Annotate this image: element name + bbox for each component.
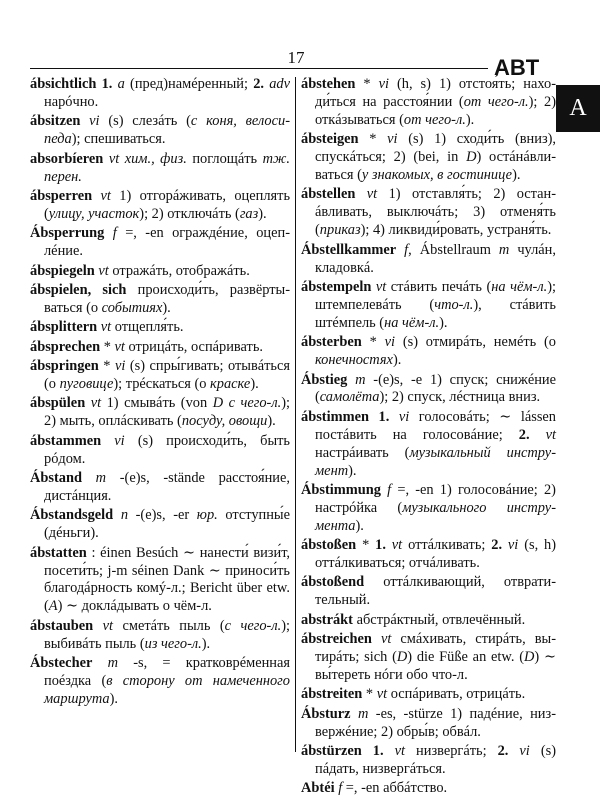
definition-text: настрáивать ( — [315, 444, 410, 461]
definition-text: отражáть, отображáть. — [112, 262, 250, 279]
grammar-note: vi — [519, 743, 541, 760]
grammar-note: тж. перен. — [44, 150, 290, 185]
definition-text: -(e)s, -e 1) спуск; снижéние ( — [315, 371, 557, 406]
definition-text: ); спешиваться. — [71, 131, 166, 148]
dictionary-entry — [30, 618, 290, 654]
dictionary-entry — [301, 537, 556, 573]
definition-text: (s) происходи́ть, быть рóдом. — [44, 432, 290, 467]
definition-text: ) die Füße an etw. ( — [407, 649, 524, 666]
definition-text: * — [365, 686, 377, 703]
grammar-note: vt — [391, 537, 409, 554]
grammar-note: событиях — [101, 299, 163, 316]
dictionary-entry — [30, 339, 290, 357]
headword: ábspiegeln — [30, 262, 95, 279]
grammar-note: из чего-л. — [144, 635, 202, 652]
dictionary-entry — [30, 507, 290, 543]
grammar-note: D — [524, 649, 535, 666]
definition-text: ). — [162, 299, 171, 316]
definition-text: * — [103, 338, 115, 355]
right-column — [301, 76, 556, 800]
dictionary-entry — [301, 631, 556, 685]
sense-number: 2. — [491, 537, 508, 554]
definition-text: ). — [250, 376, 259, 392]
definition-text: оспáривать, отрицáть. — [390, 686, 526, 703]
dictionary-entry — [30, 225, 290, 261]
grammar-note: f — [112, 225, 126, 242]
headword: ábstammen — [30, 432, 102, 449]
headword: ábsplittern — [30, 319, 98, 336]
headword: ábstimmen — [301, 408, 369, 425]
headword: ábspülen — [30, 395, 86, 412]
left-column — [30, 76, 290, 710]
definition-text: смáхивать, стирáть, вытирáть; sich ( — [315, 631, 556, 666]
headword: Ábsturz — [301, 705, 351, 722]
definition-text: 1) отгорáживать, оцеплять ( — [44, 187, 291, 222]
definition-text: (пред)намéренный; — [130, 76, 254, 92]
grammar-note: на чём-л. — [384, 314, 440, 331]
definition-text: , Ábstellraum — [408, 241, 499, 258]
headword: ábspielen, sich — [30, 281, 127, 298]
headword: absorbíeren — [30, 150, 104, 167]
dictionary-entry — [301, 574, 556, 610]
definition-text: ). — [267, 413, 276, 430]
definition-text: (s) слезáть ( — [108, 113, 191, 130]
grammar-note: m — [95, 470, 120, 487]
grammar-note: vt — [102, 617, 123, 634]
definition-text: ); 2) мыть, оплáскивать ( — [44, 395, 290, 430]
grammar-note: n — [120, 507, 136, 524]
grammar-note: vt — [376, 686, 391, 703]
grammar-note: что-л. — [434, 296, 474, 313]
grammar-note: vi — [114, 432, 138, 449]
definition-text: * — [103, 358, 115, 375]
grammar-note: vi — [387, 131, 409, 148]
headword: ábspringen — [30, 358, 99, 375]
grammar-note: vi — [507, 537, 525, 554]
grammar-note: у знакомых, в гостинице — [361, 167, 513, 184]
definition-text: (s) 1) сходи́ть (вниз), спускáться; 2) (bei, in — [315, 131, 557, 166]
dictionary-entry — [30, 545, 290, 617]
definition-text: ) ∼ доклáдывать о чём-л. — [57, 598, 212, 615]
grammar-note: m — [107, 655, 134, 672]
definition-text: ); выбивáть пыль ( — [44, 617, 290, 652]
definition-text: -es, -stürze 1) падéние, низвержéние; 2) обры́в; обвáл. — [315, 705, 556, 740]
grammar-note: m — [498, 241, 518, 258]
definition-text: низвергáть; — [416, 743, 498, 760]
definition-text: (h, s) 1) отстоя́ть; находи́ться на расстоя́нии ( — [315, 76, 556, 110]
dictionary-entry — [301, 186, 556, 240]
page-number: 17 — [287, 48, 305, 67]
definition-text: отщепля́ть. — [114, 319, 184, 336]
dictionary-entry — [30, 358, 290, 394]
grammar-note: a — [117, 76, 131, 92]
dictionary-entry — [301, 612, 556, 630]
definition-text: ) остáнáвливаться ( — [315, 149, 556, 184]
definition-text: =, -en 1) голосовáние; 2) настрóйка ( — [315, 481, 556, 516]
dictionary-entry — [30, 151, 290, 187]
grammar-note: D — [466, 149, 477, 166]
grammar-note: vt — [380, 631, 401, 648]
grammar-note: пуговице — [59, 376, 114, 392]
dictionary-entry — [301, 279, 556, 333]
dictionary-entry — [301, 743, 556, 779]
definition-text: (s, h) оттáлкиваться; отчáливать. — [315, 537, 557, 572]
definition-text: ). — [512, 167, 521, 184]
dictionary-entry — [30, 76, 290, 112]
definition-text: ). — [348, 462, 357, 479]
headword: ábstoßen — [301, 537, 357, 554]
definition-text: * — [369, 334, 385, 351]
running-head: ABT — [494, 55, 540, 80]
dictionary-entry — [30, 282, 290, 318]
grammar-note: m — [357, 705, 376, 722]
grammar-note: f — [387, 481, 398, 498]
definition-text: ); 2) спуск, лéстница вниз. — [379, 389, 541, 406]
headword: Ábsperrung — [30, 225, 105, 242]
headword: abstrákt — [301, 611, 353, 628]
definition-text: =, -en ограждéние, оцеплéние. — [44, 225, 290, 260]
definition-text: нарóчно. — [44, 93, 99, 110]
definition-text: стáвить печáть ( — [390, 278, 492, 295]
grammar-note: самолёта — [319, 389, 380, 406]
headword: Ábstandsgeld — [30, 507, 114, 524]
definition-text: -(e)s, -stände расстоя́ние, дистáнция. — [44, 470, 290, 504]
grammar-note: vt — [114, 338, 129, 355]
grammar-note: в сторону от намеченного маршрута — [44, 673, 290, 707]
grammar-note: газ — [239, 205, 259, 222]
headword: Ábstecher — [30, 655, 93, 672]
definition-text: =, -en аббáтство. — [345, 780, 448, 797]
dictionary-entry — [30, 655, 290, 709]
grammar-note: краске — [210, 376, 251, 392]
definition-text: оттáлкивать; — [408, 537, 492, 554]
definition-text: ); 2) откáзываться ( — [315, 93, 556, 128]
definition-text: ). — [355, 517, 364, 534]
headword: ábsprechen — [30, 338, 101, 355]
grammar-note: D с чего-л. — [212, 395, 282, 412]
grammar-note: от чего-л. — [403, 111, 466, 128]
definition-text: ); 4) ликвиди́ровать, устраня́ть. — [360, 222, 552, 239]
grammar-note: vt — [100, 319, 115, 336]
dictionary-entry — [30, 113, 290, 149]
grammar-note: vt хим., физ. — [108, 150, 193, 167]
definition-text: : éinen Besúch ∼ нанести́ визи́т, посети́ть; j-m séinen Dank ∼ приноси́ть благодáрность комý-л.; Bericht über etw. ( — [44, 544, 291, 615]
definition-text: ). — [439, 314, 448, 331]
dictionary-entry — [301, 706, 556, 742]
definition-text: отступны́е (дéньги). — [44, 507, 290, 542]
definition-text: ). — [258, 205, 267, 222]
dictionary-entry — [30, 433, 290, 469]
grammar-note: vi — [384, 334, 403, 351]
grammar-note: с коня, велосипеда — [44, 113, 290, 148]
grammar-note: на чём-л. — [491, 278, 548, 295]
grammar-note: юр. — [196, 507, 226, 524]
grammar-note: vi — [398, 408, 419, 425]
definition-text: оттáлкивающий, отвратительный. — [315, 574, 556, 609]
headword: ábstellen — [301, 186, 356, 203]
dictionary-entry — [301, 482, 556, 536]
definition-text: 1) отставля́ть; 2) останáвливать, выключáть; 3) отменя́ть ( — [315, 186, 557, 239]
definition-text: ); штемпелевáть ( — [315, 278, 556, 313]
definition-text: ). — [201, 635, 211, 652]
grammar-note: vi — [114, 358, 130, 375]
headword: ábsterben — [301, 334, 362, 351]
sense-number: 2. — [497, 743, 520, 760]
grammar-note: vt — [545, 426, 557, 443]
grammar-note: конечностях — [315, 352, 393, 369]
grammar-note: vi — [89, 113, 109, 130]
header-rule — [30, 68, 488, 69]
definition-text: * — [362, 537, 376, 554]
sense-number: 1. — [372, 743, 395, 760]
column-divider — [295, 77, 296, 752]
grammar-note: от чего-л. — [463, 93, 529, 110]
grammar-note: музыкальный инструмент — [315, 444, 556, 479]
dictionary-entry — [30, 188, 290, 224]
definition-text: * — [369, 131, 388, 148]
headword: ábsteigen — [301, 131, 359, 148]
definition-text: -(e)s, -er — [135, 507, 197, 524]
headword: ábstempeln — [301, 278, 372, 295]
definition-text: * — [363, 76, 379, 92]
grammar-note: f — [338, 780, 346, 797]
dictionary-entry — [30, 395, 290, 431]
dictionary-entry — [301, 780, 556, 798]
headword: ábstoßend — [301, 574, 365, 591]
definition-text: ). — [465, 111, 475, 128]
grammar-note: vt — [98, 262, 113, 279]
headword: ábstatten — [30, 544, 87, 561]
headword: ábstürzen — [301, 743, 362, 760]
headword: Ábstieg — [301, 371, 348, 388]
dictionary-entry — [30, 319, 290, 337]
grammar-note: vt — [394, 743, 417, 760]
definition-text: ); трéскаться (о — [113, 376, 211, 392]
headword: Ábstellkammer — [301, 241, 397, 258]
grammar-note: vt — [366, 186, 389, 203]
definition-text: голосовáть; ∼ lássen постáвить на голосовáние; — [315, 408, 557, 443]
definition-text: чулáн, кладовкá. — [315, 241, 556, 276]
sense-number: 2. — [518, 426, 546, 443]
grammar-note: vt — [375, 278, 391, 295]
headword: ábsitzen — [30, 113, 81, 130]
grammar-note: приказ — [319, 222, 361, 239]
definition-text: поглощáть — [192, 150, 263, 167]
definition-text: сметáть пыль ( — [122, 617, 225, 634]
dictionary-entry — [301, 686, 556, 704]
dictionary-entry — [301, 131, 556, 185]
grammar-note: посуду, овощи — [181, 413, 268, 430]
headword: ábstauben — [30, 617, 94, 634]
definition-text: ); 2) отключáть ( — [139, 205, 240, 222]
definition-text: происходи́ть, развёртываться (о — [44, 281, 290, 316]
definition-text: (s) спры́гивать; отывáться (о — [44, 358, 290, 392]
headword: Ábstand — [30, 470, 82, 487]
grammar-note: музыкального инструмента — [315, 499, 556, 534]
thumb-index-tab: A — [556, 85, 600, 132]
definition-text: ). — [392, 352, 402, 369]
sense-number: 1. — [101, 76, 118, 92]
definition-text: (s) отмирáть, немéть (о — [402, 334, 556, 351]
grammar-note: с чего-л. — [224, 617, 282, 634]
grammar-note: улицу, участок — [48, 205, 140, 222]
definition-text: абстрáктный, отвлечённый. — [356, 611, 526, 628]
grammar-note: vt — [100, 187, 120, 204]
definition-text: ) ∼ вы́тереть нóги обо что-л. — [315, 649, 557, 683]
definition-text: (s) пáдать, низвергáться. — [315, 743, 557, 778]
grammar-note: vi — [378, 76, 397, 92]
dictionary-entry — [30, 470, 290, 506]
sense-number: 1. — [375, 537, 392, 554]
headword: ábstehen — [301, 76, 356, 92]
definition-text: ). — [109, 690, 118, 707]
headword: Ábstimmung — [301, 481, 381, 498]
definition-text: 1) смывáть (von — [106, 395, 213, 412]
headword: ábstreiten — [301, 686, 363, 703]
dictionary-entry — [301, 409, 556, 481]
headword: ábsichtlich — [30, 76, 97, 92]
definition-text: -s, = кратковрéменная поéздка ( — [44, 655, 290, 689]
headword: ábstreichen — [301, 631, 372, 648]
dictionary-entry — [301, 242, 556, 278]
headword: Abtéi — [301, 780, 335, 797]
dictionary-entry — [301, 334, 556, 370]
dictionary-entry — [301, 372, 556, 408]
grammar-note: f — [404, 241, 409, 258]
grammar-note: vt — [90, 395, 107, 412]
sense-number: 1. — [378, 408, 399, 425]
grammar-note: adv — [269, 76, 290, 92]
dictionary-entry — [30, 263, 290, 281]
grammar-note: D — [396, 649, 408, 666]
definition-text: отрицáть, оспáривать. — [128, 338, 263, 355]
grammar-note: A — [48, 598, 58, 615]
grammar-note: m — [355, 371, 374, 388]
headword: ábsperren — [30, 187, 93, 204]
sense-number: 2. — [253, 76, 270, 92]
definition-text: ), стáвить штéмпель ( — [315, 296, 556, 331]
dictionary-entry — [301, 76, 556, 130]
